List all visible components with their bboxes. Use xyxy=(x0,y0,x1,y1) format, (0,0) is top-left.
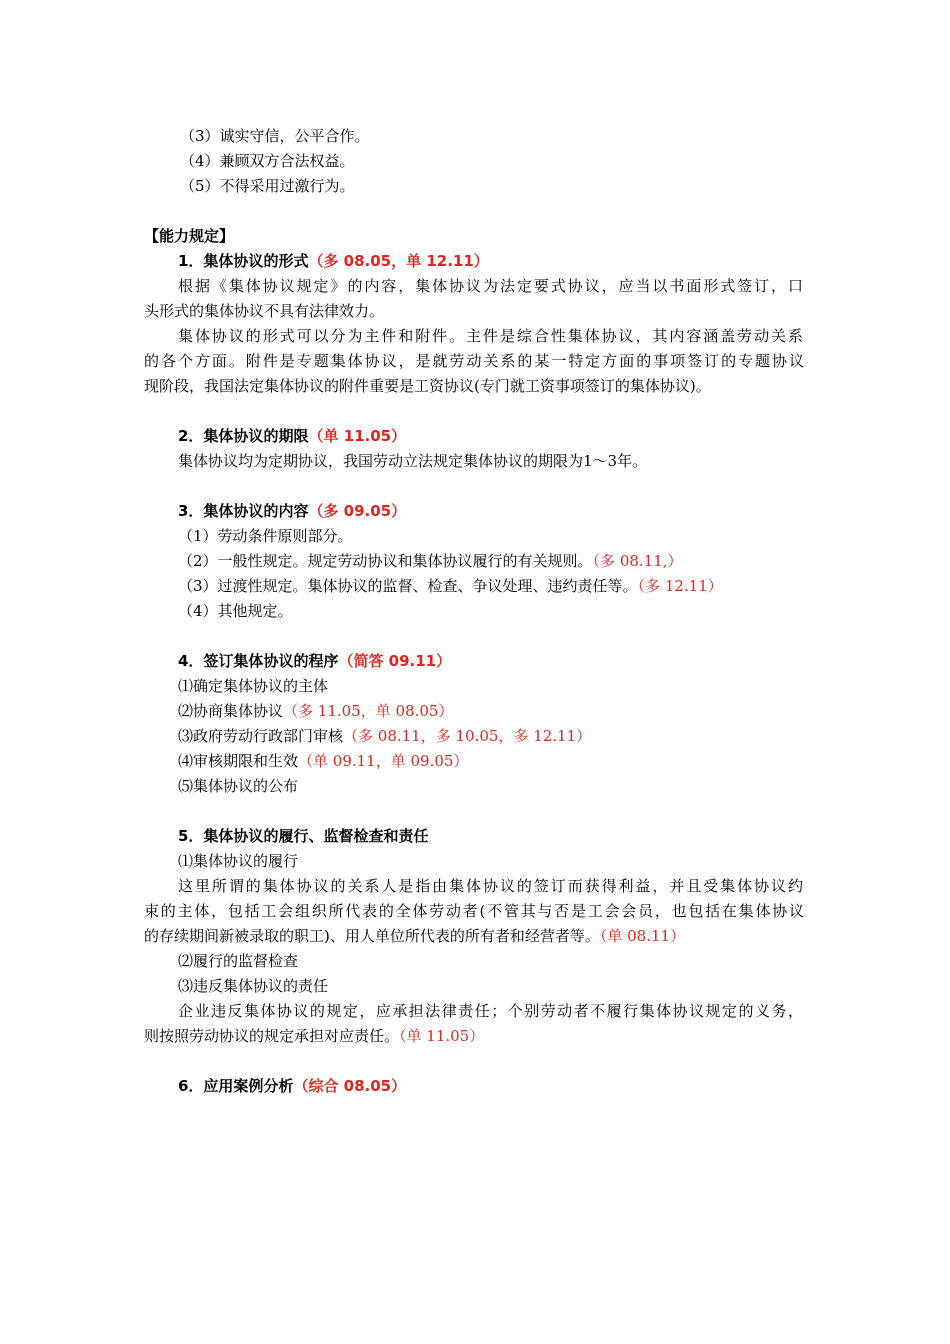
list-item-exam-tag: （单 09.11，单 09.05） xyxy=(298,752,469,770)
section-3-list-item xyxy=(178,576,723,596)
paragraph-text: 则按照劳动协议的规定承担对应责任。 xyxy=(144,1027,400,1045)
section-5-heading xyxy=(178,826,428,846)
section-6-exam-tag: （综合 08.05） xyxy=(293,1077,407,1095)
section-6-title: 6．应用案例分析 xyxy=(178,1077,294,1095)
section-1-title: 1．集体协议的形式 xyxy=(178,252,309,270)
section-2-title: 2．集体协议的期限 xyxy=(178,427,309,445)
section-1-paragraph-1-line: 根据《集体协议规定》的内容，集体协议为法定要式协议，应当以书面形式签订，口 xyxy=(178,277,803,295)
section-5-paragraph-1-line: 束的主体，包括工会组织所代表的全体劳动者(不管其与否是工会会员，也包括在集体协议 xyxy=(144,902,804,920)
list-item-text: （4）其他规定。 xyxy=(178,602,293,620)
list-item-text: （2）一般性规定。规定劳动协议和集体协议履行的有关规则。 xyxy=(178,552,593,570)
section-4-list-item xyxy=(178,751,468,771)
list-item-text: ⑶政府劳动行政部门审核 xyxy=(178,727,344,745)
section-1-heading xyxy=(178,251,489,271)
list-item-exam-tag: （多 11.05，单 08.05） xyxy=(283,702,454,720)
section-1-paragraph-2-line: 现阶段，我国法定集体协议的附件重要是工资协议(专门就工资事项签订的集体协议)。 xyxy=(144,377,711,395)
list-item-text: （3）过渡性规定。集体协议的监督、检查、争议处理、违约责任等。 xyxy=(178,577,638,595)
list-item-exam-tag: （多 08.11，多 10.05，多 12.11） xyxy=(343,727,592,745)
section-1-paragraph-2-line: 的各个方面。附件是专题集体协议，是就劳动关系的某一特定方面的事项签订的专题协议 xyxy=(144,352,804,370)
paragraph-exam-tag: （单 08.11） xyxy=(599,927,686,945)
section-3-heading xyxy=(178,501,406,521)
section-5-title: 5．集体协议的履行、监督检查和责任 xyxy=(178,827,429,845)
section-3-list-item xyxy=(178,551,683,571)
section-1-exam-tag: （多 08.05，单 12.11） xyxy=(308,252,489,270)
intro-list-item: （4）兼顾双方合法权益。 xyxy=(180,152,355,170)
section-4-list-item xyxy=(178,776,298,796)
list-item-exam-tag: （多 08.11,） xyxy=(592,552,683,570)
section-3-exam-tag: （多 09.05） xyxy=(308,502,407,520)
section-3-list-item xyxy=(178,601,293,621)
section-5-subheading: ⑴集体协议的履行 xyxy=(178,852,299,870)
section-4-heading xyxy=(178,651,451,671)
section-4-list-item xyxy=(178,676,328,696)
section-6-heading xyxy=(178,1076,406,1096)
section-5-paragraph-2-line xyxy=(144,1026,484,1046)
list-item-text: ⑷审核期限和生效 xyxy=(178,752,299,770)
section-1-paragraph-2-line: 集体协议的形式可以分为主件和附件。主件是综合性集体协议，其内容涵盖劳动关系 xyxy=(178,327,803,345)
section-2-exam-tag: （单 11.05） xyxy=(308,427,407,445)
list-item-text: ⑵协商集体协议 xyxy=(178,702,284,720)
section-1-paragraph-1-line: 头形式的集体协议不具有法律效力。 xyxy=(144,302,385,320)
section-4-title: 4．签订集体协议的程序 xyxy=(178,652,339,670)
paragraph-exam-tag: （单 11.05） xyxy=(399,1027,485,1045)
list-item-text: ⑴确定集体协议的主体 xyxy=(178,677,329,695)
section-5-paragraph-2-line: 企业违反集体协议的规定，应承担法律责任；个别劳动者不履行集体协议规定的义务， xyxy=(178,1002,803,1020)
section-heading: 【能力规定】 xyxy=(144,227,235,245)
section-2-paragraph: 集体协议均为定期协议，我国劳动立法规定集体协议的期限为1～3年。 xyxy=(178,452,648,470)
section-5-paragraph-1-line: 这里所谓的集体协议的关系人是指由集体协议的签订而获得利益，并且受集体协议约 xyxy=(178,877,803,895)
section-3-list-item xyxy=(178,526,353,546)
section-4-exam-tag: （简答 09.11） xyxy=(338,652,452,670)
section-5-paragraph-1-line xyxy=(144,926,685,946)
section-3-title: 3．集体协议的内容 xyxy=(178,502,309,520)
section-2-heading xyxy=(178,426,406,446)
section-5-subheading: ⑶违反集体协议的责任 xyxy=(178,977,329,995)
section-5-subheading: ⑵履行的监督检查 xyxy=(178,952,299,970)
paragraph-text: 的存续期间新被录取的职工)、用人单位所代表的所有者和经营者等。 xyxy=(144,927,600,945)
list-item-exam-tag: （多 12.11） xyxy=(637,577,723,595)
list-item-text: ⑸集体协议的公布 xyxy=(178,777,299,795)
list-item-text: （1）劳动条件原则部分。 xyxy=(178,527,353,545)
section-4-list-item xyxy=(178,726,591,746)
section-4-list-item xyxy=(178,701,453,721)
intro-list-item: （3）诚实守信，公平合作。 xyxy=(180,127,370,145)
intro-list-item: （5）不得采用过激行为。 xyxy=(180,177,355,195)
